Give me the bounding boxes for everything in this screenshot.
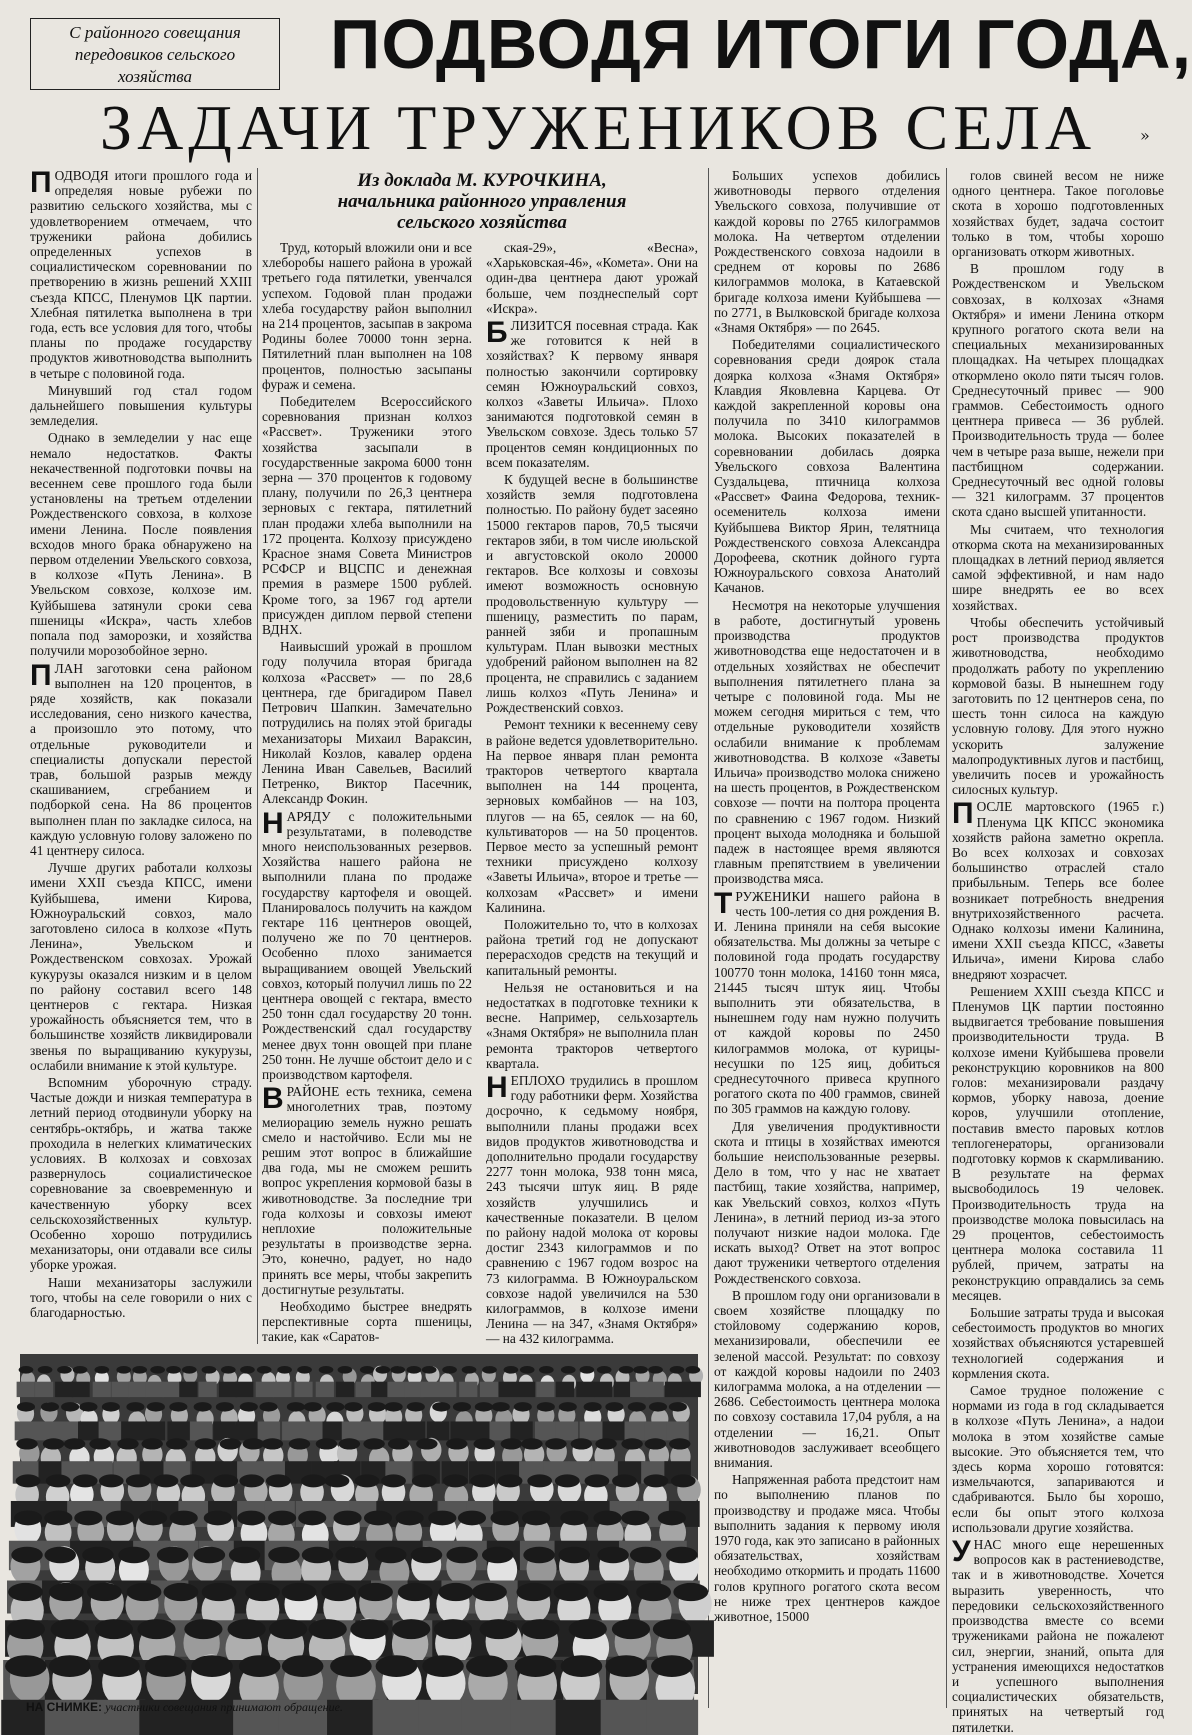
article-paragraph bbox=[486, 472, 698, 715]
article-paragraph bbox=[952, 1305, 1164, 1381]
drop-cap: П bbox=[952, 797, 974, 831]
paragraph-text: ЛАН заготовки сена районом выполнен на 120 процентов, в ряде хозяйств, как показали исследования, сено низкого качества, а произошло это потому, что отдельные руководители и специалисты допускали перестой трав, большой разрыв между скашиванием, сгребанием и подборкой сена. На 86 процентов выполнен план по закладке силоса, на каждую условную голову заложено по 41 центнеру силоса. bbox=[30, 660, 252, 858]
paragraph-text: Самое трудное положение с нормами из года в год складывается в колхозе «Путь Ленина», а надои молока в этом хозяйстве самые высокие. Это объясняется тем, что здесь корма хорошо готовятся: измельчаются, запариваются и сдабриваются. Было бы хорошо, если бы опыт этого колхоза использовали другие хозяйства. bbox=[952, 1383, 1164, 1535]
article-paragraph bbox=[262, 806, 472, 1083]
arrow-mark: » bbox=[1140, 126, 1150, 145]
article-paragraph bbox=[486, 717, 698, 915]
article-column-3 bbox=[486, 240, 698, 1348]
column-rule bbox=[946, 168, 947, 1708]
headline-line-2: ЗАДАЧИ ТРУЖЕНИКОВ СЕЛА bbox=[100, 92, 1097, 163]
article-paragraph bbox=[486, 1070, 698, 1347]
article-paragraph bbox=[714, 1288, 940, 1470]
article-paragraph bbox=[952, 984, 1164, 1303]
rubric-box bbox=[30, 18, 280, 90]
article-paragraph bbox=[30, 168, 252, 381]
paragraph-text: Чтобы обеспечить устойчивый рост производства продуктов животноводства, необходимо продолжать работу по укреплению кормовой базы. В нынешнем году заготовить по 12 центнеров сена, по шесть тонн силоса на каждую условную голову. Для этого нужно ускорить залужение малопродуктивных лугов и пастбищ, увеличить посев и урожайность силосных культур. bbox=[952, 614, 1164, 798]
byline-author: Из доклада М. КУРОЧКИНА, bbox=[357, 170, 607, 191]
paragraph-text: ская-29», «Весна», «Харьковская-46», «Комета». Они на один-два центнера дают урожай больше, чем позднеспелый сорт «Искра». bbox=[486, 240, 698, 316]
paragraph-text: Победителями социалистического соревнования среди доярок стала доярка колхоза «Знамя Октября» Клавдия Яковлевна Карцева. От каждой закрепленной коровы она получила по 3410 килограммов молока. Высоких показателей в соревновании добилась доярка Увельского совхоза Валентина Суздальцева, птичница колхоза «Рассвет» Фаина Федорова, техник-осеменитель колхоза имени Куйбышева Виктор Ярин, телятница Рождественского совхоза Александра Дорофеева, скотник дойного гурта Южноуральского совхоза Анатолий Качанов. bbox=[714, 337, 940, 596]
article-paragraph bbox=[714, 337, 940, 595]
paragraph-text: Решением XXIII съезда КПСС и Пленумов ЦК партии постоянно выдвигается требование повышения производительности труда. В колхозе имени Куйбышева провели реконструкцию коровников на 800 голов: механизировали раздачу кормов, уборку навоза, доение коров, улучшили отопление, поставив вместо паровых котлов теплогенераторы, организовали подготовку кормов к скармливанию. В результате на фермах высвободилось 19 человек. Производительность труда на производстве молока повысилась на 29 процентов, себестоимость центнера молока составила 11 рублей, причем, затраты на реконструкцию оправдались за семь месяцев. bbox=[952, 983, 1164, 1303]
paragraph-text: Ремонт техники к весеннему севу в районе ведется удовлетворительно. На первое января план ремонта тракторов четвертого квартала выполнен на 144 процента, зерновых комбайнов — на 103, плугов — на 65, сеялок — на 60, культиваторов — на 50 процентов. Первое место за успешный ремонт техники присуждено колхозу «Заветы Ильича», второе и третье — колхозам «Рассвет» и имени Калинина. bbox=[486, 717, 698, 915]
article-paragraph bbox=[952, 522, 1164, 613]
paragraph-text: Труд, который вложили они и все хлеборобы нашего района в урожай третьего года пятилетки, увенчался успехом. Годовой план продажи хлеба государству район выполнил на 214 процентов, засыпав в закрома Родины более 70000 тонн зерна. Пятилетний план выполнен на 108 процентов, полностью засыпаны фураж и семена. bbox=[262, 240, 472, 392]
paragraph-text: НАС много еще нерешенных вопросов как в растениеводстве, так и в животноводстве. Хочется выразить уверенность, что передовики сельскохозяйственного производства вместе со всеми тружениками района не пожалеют сил, энергии, знаний, опыта для устранения имеющихся недостатков и успешного выполнения социалистических обязательств, принятых на четвертый год пятилетки. bbox=[952, 1537, 1164, 1735]
paragraph-text: Лучше других работали колхозы имени XXII съезда КПСС, имени Куйбышева, имени Кирова, Южноуральский совхоз, мало заготовлено силоса в колхозе «Путь Ленина», Увельском и Рождественском совхозах. Урожай кукурузы оказался низким и в целом по району составил всего 148 центнеров с гектара. Низкая урожайность объясняется тем, что в большинстве хозяйств ликвидировали звенья по выращиванию кукурузы, ослабили внимание к этой культуре. bbox=[30, 860, 252, 1073]
drop-cap: У bbox=[952, 1535, 971, 1569]
paragraph-text: Мы считаем, что технология откорма скота на механизированных площадках в летний период является самой эффективной, и нам надо шире внедрять ее во всех хозяйствах. bbox=[952, 521, 1164, 613]
article-paragraph bbox=[30, 1275, 252, 1321]
drop-cap: Н bbox=[262, 806, 284, 840]
article-paragraph bbox=[486, 240, 698, 316]
article-paragraph bbox=[262, 639, 472, 806]
paragraph-text: Несмотря на некоторые улучшения в работе, достигнутый уровень производства продуктов животноводства еще недостаточен и в отдельных хозяйствах не обеспечит выполнения пятилетнего плана за четыре с половиной года. Мы не можем сегодня мириться с тем, что отдельные руководители хозяйств ослабили внимание к проблемам животноводства. В колхозе «Заветы Ильича» производство молока снижено на шесть процентов, в Рождественском совхозе — почти на полтора процента по сравнению с 1967 годом. Низкий процент выхода молодняка и большой падеж в настоящее время являются главным препятствием в увеличении производства мяса. bbox=[714, 597, 940, 887]
article-paragraph bbox=[486, 980, 698, 1071]
article-paragraph bbox=[952, 799, 1164, 981]
paragraph-text: Вспомним уборочную страду. Частые дожди и низкая температура в летний период отодвинули уборку на сентябрь-октябрь, и жатва также проходила в нелегких климатических условиях. В колхозах и совхозах развернулось социалистическое соревнование за своевременную и качественную уборку всех сельскохозяйственных культур. Особенно хорошо потрудились механизаторы, они отдавали все силы уборке урожая. bbox=[30, 1074, 252, 1273]
article-paragraph bbox=[262, 1084, 472, 1297]
article-paragraph bbox=[714, 1119, 940, 1286]
paragraph-text: Наши механизаторы заслужили того, чтобы на селе говорили о них с благодарностью. bbox=[30, 1274, 252, 1321]
column-rule bbox=[257, 168, 258, 1344]
article-paragraph bbox=[486, 917, 698, 978]
rubric-line: передовиков сельского bbox=[74, 45, 236, 64]
paragraph-text: ОДВОДЯ итоги прошлого года и определяя новые рубежи по развитию сельского хозяйства, мы с удовлетворением отмечаем, что труженики района добились определенных успехов в социалистическом соревновании по претворению в жизнь решений XXIII съезда КПСС, Пленумов ЦК партии. Хлебная пятилетка выполнена в три года, есть все условия для того, чтобы планы по продаже государству продуктов животноводства выполнить в четыре с половиной года. bbox=[30, 168, 252, 381]
photo-caption bbox=[26, 1700, 716, 1715]
paragraph-text: Больших успехов добились животноводы первого отделения Увельского совхоза, получившие от каждой коровы по 2765 килограммов молока. На четвертом отделении Рождественского совхоза надоили в среднем от коровы по 2686 килограммов молока, в Катаевской бригаде колхоза имени Куйбышева — по 2771, в Вылковской бригаде колхоза «Знамя Октября» — по 2645. bbox=[714, 168, 940, 336]
paragraph-text: Минувший год стал годом дальнейшего повышения культуры земледелия. bbox=[30, 382, 252, 429]
paragraph-text: Напряженная работа предстоит нам по выполнению планов по производству и продаже мяса. Чтобы выполнить задания к первому июля 1970 года, как это записано в районных обязательствах, хозяйствам необходимо откормить и продать 11600 голов крупного рогатого скота весом не ниже трех центнеров каждое животное, 15000 bbox=[714, 1472, 940, 1625]
meeting-photo bbox=[20, 1354, 698, 1694]
article-column-4 bbox=[714, 168, 940, 1714]
rubric-line: хозяйства bbox=[117, 67, 193, 86]
article-paragraph bbox=[262, 394, 472, 637]
article-paragraph bbox=[486, 318, 698, 470]
article-paragraph bbox=[952, 615, 1164, 797]
article-paragraph bbox=[714, 598, 940, 887]
paragraph-text: Нельзя не остановиться и на недостатках в подготовке техники к весне. Например, сельхозартель «Знамя Октября» не выполнила план ремонта тракторов четвертого квартала. bbox=[486, 979, 698, 1071]
paragraph-text: Победителем Всероссийского соревнования признан колхоз «Рассвет». Труженики этого хозяйства засыпали в государственные закрома 6000 тонн зерна — 370 процентов к годовому плану, получили по 26,3 центнера зерновых с гектара, пятилетний план продажи хлеба выполнили на 172 процента. Колхозу присуждено Красное знамя Совета Министров РСФСР и ВЦСПС и денежная премия в размере 1500 рублей. Кроме того, за 1967 год артели присужден диплом первой степени ВДНХ. bbox=[262, 394, 472, 638]
article-paragraph bbox=[714, 886, 940, 1117]
paragraph-text: ОСЛЕ мартовского (1965 г.) Пленума ЦК КПСС экономика хозяйств района заметно окрепла. Во всех колхозах и совхозах большинство отраслей стало прибыльным. Теперь все более возникает потребность внедрения внутрихозяйственного расчета. Однако колхозы имени Калинина, имени XXII съезда КПСС, «Заветы Ильича», имени Кирова слабо внедряют хозрасчет. bbox=[952, 799, 1164, 982]
paragraph-text: голов свиней весом не ниже одного центнера. Такое поголовье скота в хорошо подготовленных хозяйствах будет, задача состоит только в том, чтобы хорошо организовать откорм животных. bbox=[952, 168, 1164, 260]
paragraph-text: РАЙОНЕ есть техника, семена многолетних трав, поэтому мелиорацию земель нужно решать смело и настойчиво. Если мы не решим этот вопрос в ближайшие два года, мы не сможем решить вопрос укрепления кормовой базы в животноводстве. За последние три года колхозы и совхозы имеют неплохие положительные результаты в производстве зерна. Это, конечно, радует, но надо принять все меры, чтобы закрепить достигнутые результаты. bbox=[262, 1084, 472, 1297]
article-paragraph bbox=[262, 240, 472, 392]
paragraph-text: Необходимо быстрее внедрять перспективные сорта пшеницы, такие, как «Саратов- bbox=[262, 1299, 472, 1345]
byline-position: начальника районного управления bbox=[337, 191, 627, 212]
article-paragraph bbox=[952, 261, 1164, 519]
article-column-5 bbox=[952, 168, 1164, 1735]
byline-position: сельского хозяйства bbox=[397, 212, 567, 233]
drop-cap: Н bbox=[486, 1070, 508, 1104]
paragraph-text: В прошлом году они организовали в своем хозяйстве площадку по стойловому содержанию коров, механизировали, обеспечили ее зеленой массой. Результат: по совхозу от каждой коровы надоили по 2403 килограмма молока, а на отделении — 2686. Себестоимость центнера молока по совхозу составила 17,04 рубля, а на отделении — 16,21. Опыт животноводов заслуживает всеобщего внимания. bbox=[714, 1287, 940, 1471]
paragraph-text: К будущей весне в большинстве хозяйств земля подготовлена полностью. По району будет засеяно 15000 гектаров паров, 70,5 тысячи гектаров зяби, в том числе июльской и августовской около 20000 гектаров. Все колхозы и совхозы имеют возможность основную продовольственную культуру — пшеницу, разместить по парам, ранней зяби и пропашным культурам. План вывозки местных удобрений районом выполнен на 82 процента, не справились с заданием лишь колхоз «Путь Ленина» и Рождественский совхоз. bbox=[486, 472, 698, 716]
article-paragraph bbox=[952, 1537, 1164, 1735]
drop-cap: Т bbox=[714, 886, 733, 920]
paragraph-text: РУЖЕНИКИ нашего района в честь 100-летия со дня рождения В. И. Ленина приняли на себя высокие обязательства. Мы должны за четыре с половиной года продать государству 100770 тонн молока, 14160 тонн мяса, 21445 тысяч штук яиц. Чтобы выполнить эти обязательства, в нынешнем году нам нужно получить от каждой коровы по 2450 килограммов молока, от курицы-несушки по 125 яиц, добиться среднесуточного привеса крупного рогатого скота по 400 граммов, свиней по 305 граммов на каждую голову. bbox=[714, 888, 940, 1117]
paragraph-text: Большие затраты труда и высокая себестоимость продуктов во многих хозяйствах объясняются устаревшей технологией содержания и кормления скота. bbox=[952, 1305, 1164, 1381]
headline-line-1: ПОДВОДЯ ИТОГИ ГОДА, bbox=[330, 5, 1192, 83]
article-column-2 bbox=[262, 240, 472, 1348]
paragraph-text: Наивысший урожай в прошлом году получила вторая бригада колхоза «Рассвет» — по 28,6 центнера, где бригадиром Павел Петрович Шапкин. Замечательно потрудились на полях этой бригады механизаторы Михаил Вараксин, Николай Козлов, кавалер ордена Ленина Иван Савельев, Василий Петренко, Виктор Пасечник, Александр Фокин. bbox=[262, 639, 472, 807]
paragraph-text: АРЯДУ с положительными результатами, в полеводстве много неиспользованных резервов. Хозяйства нашего района не выполнили плана по продаже государству картофеля и овощей. Планировалось получить на каждом гектаре 116 центнеров овощей, получено же по 70 центнеров. Особенно плохо занимается выращиванием овощей Увельский совхоз, который получил лишь по 22 центнера овощей с гектара, вместо 250 тонн сдал государству 20 тонн. Рождественский сдал государству менее двух тонн овощей при плане 250 тонн. Не лучше обстоит дело и с производством картофеля. bbox=[262, 808, 472, 1082]
article-column-1 bbox=[30, 168, 252, 1348]
paragraph-text: В прошлом году в Рождественском и Увельском совхозах, в колхозах «Знамя Октября» и имени Ленина откорм крупного рогатого скота вели на специальных механизированных площадках. На четырех площадках откормлено около пяти тысяч голов. Среднесуточный привес — 900 граммов. Себестоимость одного центнера привеса — 36 рублей. Производительность труда — более чем в четыре раза выше, нежели при пастбищном содержании. Среднесуточный вес одной головы — 321 килограмм. 37 процентов скота сдано высшей упитанности. bbox=[952, 261, 1164, 520]
paragraph-text: ЛИЗИТСЯ посевная страда. Как же готовится к ней в хозяйствах? К первому января полностью закончили сортировку семян Южноуральский совхоз, колхоз «Заветы Ильича». Плохо занимаются подготовкой семян в Увельском совхозе. Здесь только 57 процентов семян кондиционных по всем показателям. bbox=[486, 318, 698, 470]
article-paragraph bbox=[30, 860, 252, 1073]
paragraph-text: Однако в земледелии у нас еще немало недостатков. Факты некачественной подготовки почвы на весеннем севе прошлого года были установлены на третьем отделении Рождественского совхоза, в колхозе имени Ленина. После появления всходов много брака обнаружено на первом отделении Увельского совхоза, в колхозе «Путь Ленина». В Увельском совхозе, колхозе им. Куйбышева затянули сроки сева пшеницы «Искра», часть хлебов попала под заморозки, и хозяйства получили морозобойное зерно. bbox=[30, 430, 252, 659]
article-paragraph bbox=[952, 168, 1164, 259]
paragraph-text: Для увеличения продуктивности скота и птицы в хозяйствах имеются большие неиспользованные резервы. Дело в том, что у нас не хватает пастбищ, такие хозяйства, например, как Увельский совхоз, колхоз «Путь Ленина», в летний период из-за этого получают низкие надои молока. Где искать выход? Ответ на этот вопрос дают труженики четвертого отделения Рождественского совхоза. bbox=[714, 1118, 940, 1286]
caption-text: участники совещания принимают обращение. bbox=[105, 1700, 343, 1714]
byline bbox=[262, 170, 702, 233]
article-paragraph bbox=[30, 383, 252, 429]
article-paragraph bbox=[30, 430, 252, 658]
drop-cap: П bbox=[30, 166, 52, 199]
drop-cap: Б bbox=[486, 316, 508, 350]
article-paragraph bbox=[30, 658, 252, 859]
rubric-line: С районного совещания bbox=[69, 23, 241, 42]
article-paragraph bbox=[262, 1299, 472, 1345]
column-rule bbox=[708, 168, 709, 1708]
paragraph-text: ЕПЛОХО трудились в прошлом году работники ферм. Хозяйства досрочно, к седьмому ноября, выполнили планы продажи всех видов продуктов животноводства и дополнительно продали государству 2277 тонн молока, 938 тонн мяса, 243 тысячи штук яиц. В ряде хозяйств улучшились и качественные показатели. В целом по району надой молока от коровы достиг 2343 килограммов и по сравнению с 1967 годом возрос на 73 килограмма. В Южноуральском совхозе надой увеличился на 530 килограммов, в колхозе имени Ленина — на 347, «Знамя Октября» — на 432 килограмма. bbox=[486, 1072, 698, 1347]
drop-cap: В bbox=[262, 1082, 284, 1116]
paragraph-text: Положительно то, что в колхозах района третий год не допускают перерасходов средств на текущий и капитальный ремонты. bbox=[486, 916, 698, 978]
article-paragraph bbox=[714, 1472, 940, 1624]
article-paragraph bbox=[952, 1383, 1164, 1535]
drop-cap: П bbox=[30, 658, 52, 692]
article-paragraph bbox=[714, 168, 940, 335]
article-paragraph bbox=[30, 1075, 252, 1273]
caption-label: НА СНИМКЕ: bbox=[26, 1700, 102, 1714]
